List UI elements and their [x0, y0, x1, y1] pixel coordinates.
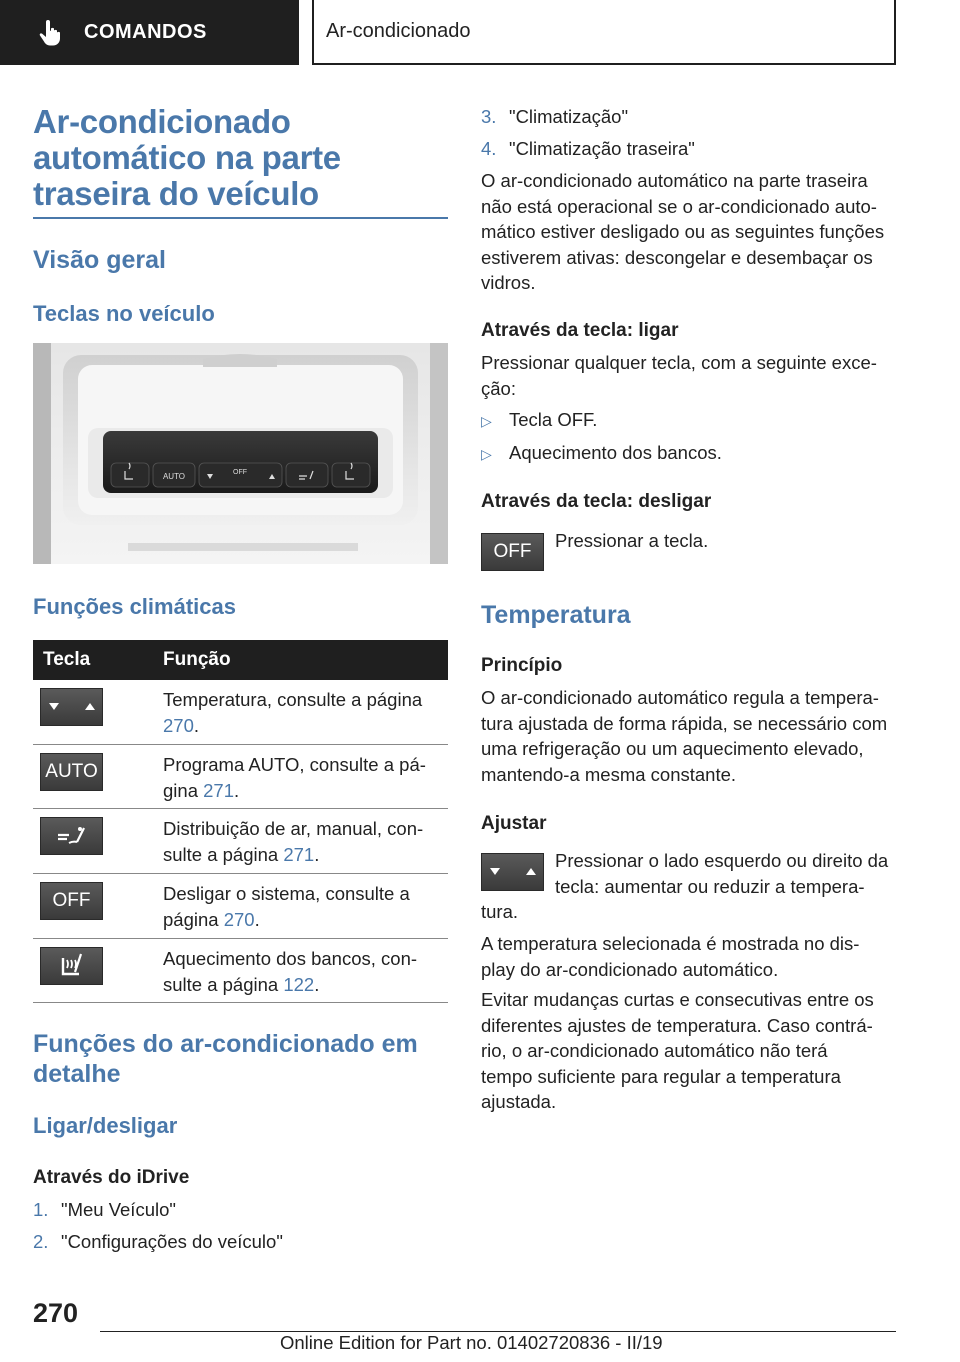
panel-auto-label: AUTO	[162, 472, 186, 481]
page-number: 270	[33, 1298, 79, 1328]
header-key: Tecla	[43, 649, 91, 670]
heading-overview: Visão geral	[33, 246, 166, 274]
table-row	[33, 809, 448, 874]
table-row	[33, 939, 448, 1003]
row-description: Programa AUTO, consulte a pá- gina 271.	[163, 754, 426, 801]
seat-heating-button-icon	[40, 947, 103, 985]
triangle-bullet-icon: ▷	[481, 446, 492, 462]
auto-button-icon: AUTO	[40, 753, 103, 791]
page-link[interactable]: 122	[283, 973, 315, 995]
table-row	[33, 745, 448, 809]
heading-via-key-off: Através da tecla: desligar	[481, 491, 712, 512]
rear-climate-panel-photo	[33, 343, 448, 564]
paragraph-press-any-key: Pressionar qualquer tecla, com a seguinte exce- ção:	[481, 352, 877, 399]
row-description: Desligar o sistema, consulte a página 270.	[163, 883, 410, 930]
row-description: Aquecimento dos bancos, con- sulte a página 122.	[163, 948, 418, 995]
row-description: Temperatura, consulte a página 270.	[163, 689, 423, 736]
page-link[interactable]: 271	[283, 843, 315, 865]
page-link[interactable]: 270	[223, 908, 255, 930]
adjust-line: Pressionar o lado esquerdo ou direito da	[555, 850, 889, 871]
paragraph-principle: O ar-condicionado automático regula a tempera- tura ajustada de forma rápida, se necessário com uma refrigeração ou um aquecimento elevado, mantendo-a mesma constante.	[481, 687, 888, 785]
climate-functions-table	[33, 640, 448, 1003]
table-row	[33, 680, 448, 745]
heading-via-idrive: Através do iDrive	[33, 1167, 190, 1188]
chapter-title: Ar-condicionado	[312, 0, 896, 65]
off-button-icon: OFF	[40, 882, 103, 920]
paragraph-avoid-changes: Evitar mudanças curtas e consecutivas entre os diferentes ajustes de temperatura. Caso contrá- rio, o ar-condicionado automático não terá tempo suficiente para regular a temperatura ajustada.	[481, 989, 874, 1112]
page-link[interactable]: 271	[203, 779, 234, 801]
section-label: COMANDOS	[84, 21, 207, 43]
panel-off-label: OFF	[233, 469, 247, 476]
heading-via-key-on: Através da tecla: ligar	[481, 320, 679, 341]
heading-on-off: Ligar/desligar	[33, 1113, 178, 1138]
bullet-item: ▷ Tecla OFF.	[481, 407, 597, 435]
paragraph-inactive-conditions: O ar-condicionado automático na parte traseira não está operacional se o ar-condicionado auto- mático estiver desligado ou as seguintes funções estiverem ativas: descongelar e desembaçar os vidros.	[481, 170, 885, 293]
edition-note: Online Edition for Part no. 01402720836 - II/19	[280, 1332, 663, 1353]
adjust-line: tecla: aumentar ou reduzir a tempera-	[555, 876, 865, 897]
row-description: Distribuição de ar, manual, con- sulte a página 271.	[163, 818, 424, 865]
step-item: 3. "Climatização"	[481, 106, 629, 127]
step-item: 2. "Configurações do veículo"	[33, 1231, 283, 1252]
table-row	[33, 874, 448, 939]
header-section-tab	[0, 0, 299, 65]
heading-climate-functions: Funções climáticas	[33, 594, 236, 619]
press-key-text: Pressionar a tecla.	[555, 530, 709, 551]
heading-functions-detail: Funções do ar-condicionado em detalhe	[33, 1030, 418, 1088]
bullet-item: ▷ Aquecimento dos bancos.	[481, 440, 722, 468]
step-item: 1. "Meu Veículo"	[33, 1199, 176, 1220]
page-title: Ar-condicionado automático na parte traseira do veículo	[33, 103, 341, 212]
heading-keys-in-vehicle: Teclas no veículo	[33, 301, 215, 326]
heading-temperature: Temperatura	[481, 601, 631, 629]
adjust-line: tura.	[481, 901, 519, 922]
hand-pointer-icon	[38, 20, 62, 46]
triangle-bullet-icon: ▷	[481, 413, 492, 429]
heading-principle: Princípio	[481, 655, 563, 676]
off-button-icon: OFF	[481, 533, 544, 571]
temperature-button-icon	[40, 688, 103, 726]
header-function: Função	[163, 649, 231, 670]
temperature-button-icon	[481, 853, 544, 891]
air-distribution-button-icon	[40, 817, 103, 855]
table-header	[33, 640, 448, 680]
paragraph-display: A temperatura selecionada é mostrada no dis- play do ar-condicionado automático.	[481, 933, 860, 980]
page-link[interactable]: 270	[163, 714, 194, 736]
step-item: 4. "Climatização traseira"	[481, 138, 695, 159]
title-underline	[33, 217, 448, 219]
heading-adjust: Ajustar	[481, 813, 547, 834]
